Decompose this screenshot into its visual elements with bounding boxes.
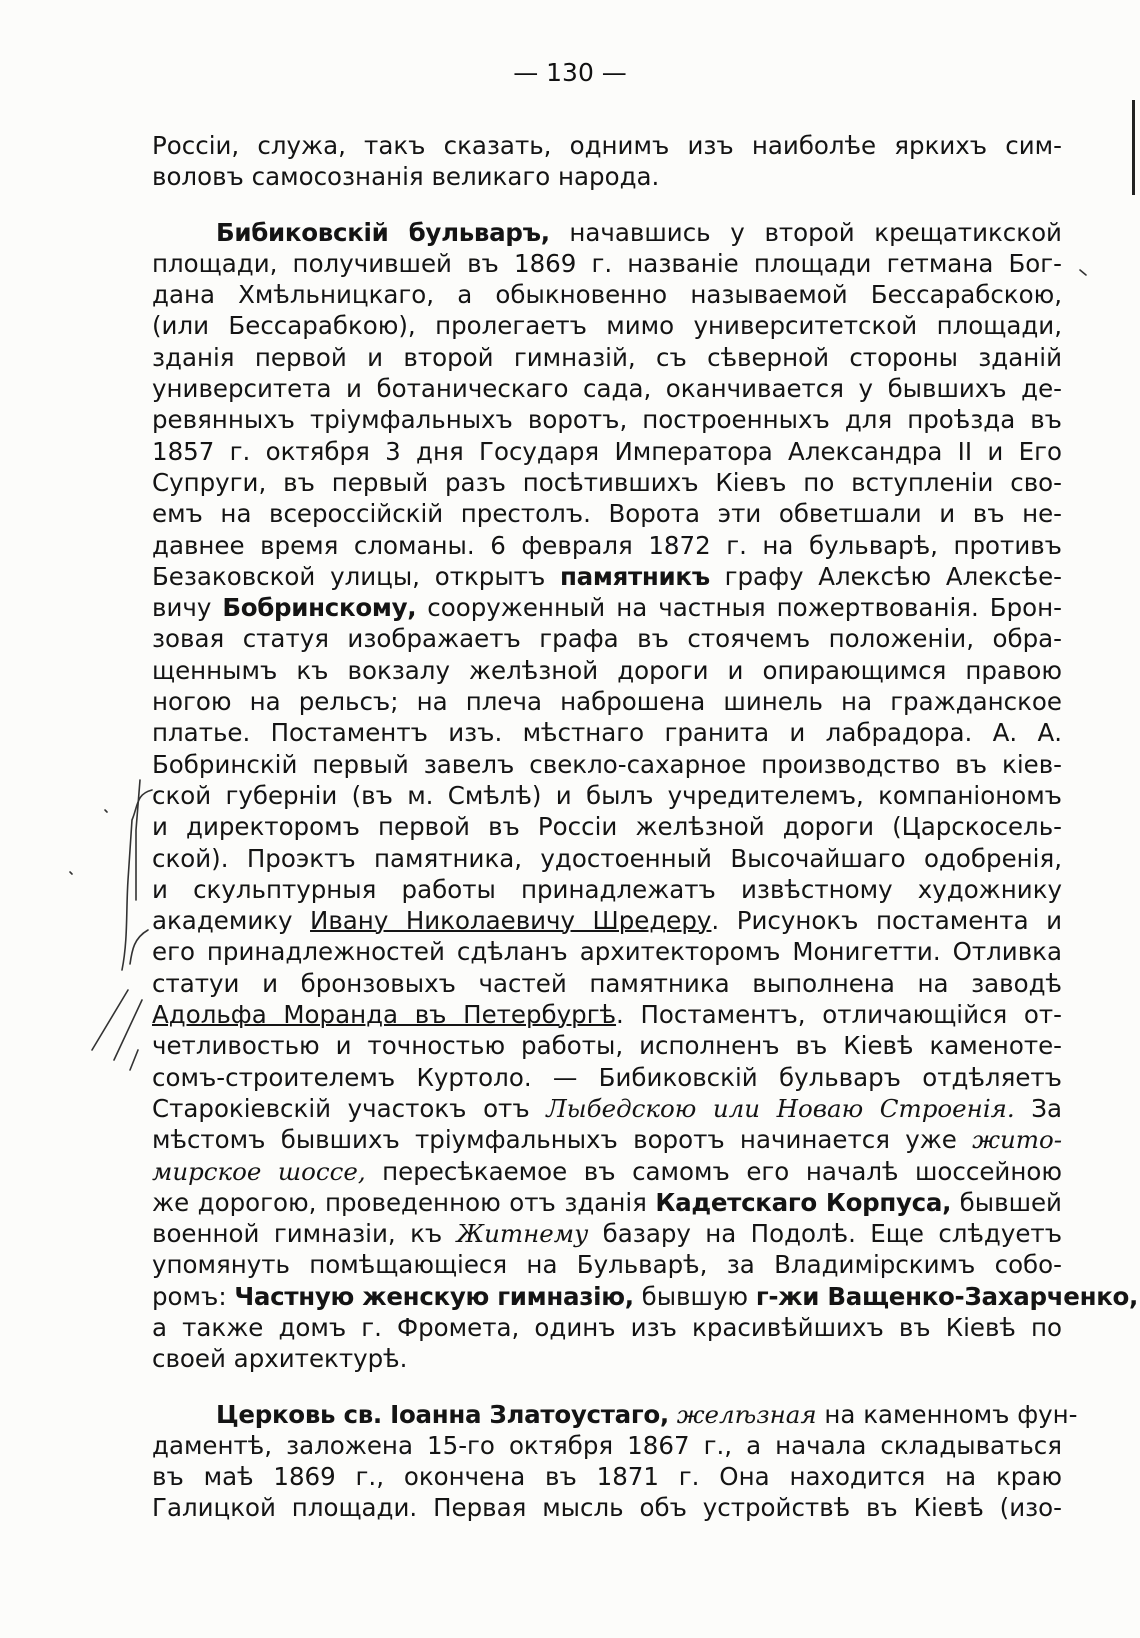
text-line: своей архитектурѣ. (152, 1344, 408, 1374)
text-line (152, 217, 1062, 248)
text-line: Россіи, служа, такъ сказать, однимъ изъ наиболѣе яркихъ сим- (152, 131, 1062, 160)
margin-dot-mark (105, 810, 107, 812)
underlined-name-shreder: Ивану Николаевичу Шредеру (310, 906, 712, 936)
text-line: емъ на всероссійскій престолъ. Ворота эти обветшали и въ не- (152, 499, 1062, 529)
italic-term-zhytomyr: жито- (972, 1125, 1062, 1155)
margin-dot-mark (70, 872, 72, 874)
text-line: дана Хмѣльницкаго, а обыкновенно называемой Бессарабскою, (152, 280, 1062, 310)
text-line (152, 1124, 1062, 1155)
heading-bibikov-boulevard: Бибиковскій бульваръ, (216, 217, 550, 247)
margin-slash-mark (114, 1000, 142, 1060)
heading-church: Церковь св. Іоанна Златоустаго, (216, 1399, 669, 1429)
text-line: щеннымъ къ вокзалу желѣзной дороги и опирающимся правою (152, 655, 1062, 685)
text-run: на каменномъ фун- (816, 1399, 1078, 1429)
margin-slash-mark (92, 990, 128, 1050)
text-line: (или Бессарабкою), пролегаетъ мимо университетской площади, (152, 311, 1062, 341)
text-run: вичу (152, 593, 223, 623)
text-line (152, 1093, 1062, 1124)
text-line: Галицкой площади. Первая мысль объ устройствѣ въ Кіевѣ (изо- (152, 1493, 1062, 1523)
text-run: сооруженный на частныя пожертвованія. Брон- (416, 593, 1063, 623)
margin-rule (1132, 100, 1135, 195)
text-line: площади, получившей въ 1869 г. названіе площади гетмана Бог- (152, 248, 1062, 278)
text-line (152, 1281, 1139, 1312)
text-line (152, 1218, 1062, 1249)
text-run: ромъ: (152, 1281, 235, 1311)
text-line: платье. Постаментъ изъ. мѣстнаго гранита и лабрадора. А. А. (152, 718, 1062, 748)
italic-term-iron: желѣзная (668, 1399, 817, 1429)
margin-bracket-mark (122, 790, 152, 970)
text-run: же дорогою, проведенною отъ зданія (152, 1187, 656, 1217)
text-run: . Постаментъ, отличающійся от- (616, 1000, 1062, 1030)
text-line: ской). Проэктъ памятника, удостоенный Высочайшаго одобренія, (152, 843, 1062, 873)
text-line: а также домъ г. Фромета, одинъ изъ красивѣйшихъ въ Кіевѣ по (152, 1312, 1062, 1342)
text-line: зданія первой и второй гимназій, съ сѣверной стороны зданій (152, 342, 1062, 372)
text-line: Супруги, въ первый разъ посѣтившихъ Кіевъ по вступленіи сво- (152, 467, 1062, 497)
text-run: графу Алексѣю Алексѣе- (709, 561, 1062, 591)
text-run: бывшую (633, 1281, 756, 1311)
text-line (152, 592, 1062, 623)
text-run: . Рисунокъ постамента и (711, 906, 1063, 936)
text-line: Бобринскій первый завелъ свекло-сахарное производство въ кіев- (152, 749, 1062, 779)
underlined-name-morand: Адольфа Моранда въ Петербургѣ (152, 1000, 617, 1030)
text-line: зовая статуя изображаетъ графа въ стоячемъ положеніи, обра- (152, 624, 1062, 654)
text-line: университета и ботаническаго сада, оканчивается у бывшихъ де- (152, 374, 1062, 404)
paragraph-church (152, 1399, 1078, 1524)
text-line: сомъ-строителемъ Куртоло. — Бибиковскій бульваръ отдѣляетъ (152, 1062, 1062, 1092)
text-line: статуи и бронзовыхъ частей памятника выполнена на заводѣ (152, 968, 1062, 998)
text-line (152, 1156, 1062, 1187)
page-number: — 130 — (513, 58, 627, 87)
bold-term-bobrinsky: Бобринскому, (222, 593, 417, 623)
text-run: бывшей (951, 1187, 1062, 1217)
text-run: мѣстомъ бывшихъ тріумфальныхъ воротъ начинается уже (152, 1125, 973, 1155)
text-line (152, 1187, 1062, 1218)
text-line (152, 999, 1062, 1030)
text-line: его принадлежностей сдѣланъ архитекторомъ Монигетти. Отливка (152, 937, 1062, 967)
text-run: Старокіевскій участокъ отъ (152, 1093, 547, 1123)
italic-term-zhytniy: Житнему (456, 1219, 589, 1249)
margin-bracket-mark (130, 930, 148, 964)
text-line: и скульптурныя работы принадлежатъ извѣстному художнику (152, 874, 1062, 904)
text-line: ревянныхъ тріумфальныхъ воротъ, построенныхъ для проѣзда въ (152, 405, 1062, 435)
text-run: начавшись у второй крещатикской (549, 217, 1062, 247)
text-line: 1857 г. октября 3 дня Государя Императора Александра II и Его (152, 436, 1062, 466)
paragraph-continuation (152, 130, 1062, 193)
bold-term-gymnasium: Частную женскую гимназію, (234, 1281, 634, 1311)
text-line (152, 1399, 1078, 1430)
text-run: военной гимназіи, къ (152, 1219, 457, 1249)
text-line: давнее время сломаны. 6 февраля 1872 г. на бульварѣ, противъ (152, 530, 1062, 560)
bold-term-monument: памятникъ (560, 561, 710, 591)
text-run: академику (152, 906, 311, 936)
margin-dot-mark (1080, 270, 1086, 275)
text-line: и директоромъ первой въ Россіи желѣзной дороги (Царскосель- (152, 812, 1062, 842)
text-line: въ маѣ 1869 г., окончена въ 1871 г. Она находится на краю (152, 1462, 1062, 1492)
text-line (152, 905, 1062, 936)
text-line: воловъ самосознанія великаго народа. (152, 162, 660, 192)
bold-term-vashchenko: г-жи Ващенко-Захарченко, (755, 1281, 1139, 1311)
text-run: За (1014, 1093, 1062, 1123)
bold-term-cadet-corps: Кадетскаго Корпуса, (655, 1187, 952, 1217)
margin-bracket-mark (136, 780, 140, 900)
text-line: даментѣ, заложена 15-го октября 1867 г., а начала складываться (152, 1430, 1062, 1460)
text-run: базару на Подолѣ. Еще слѣдуетъ (588, 1219, 1063, 1249)
text-line (152, 561, 1062, 592)
italic-term-lybed: Лыбедскою или Новаю Строенія. (546, 1093, 1015, 1123)
text-line: ногою на рельсъ; на плеча наброшена шинель на гражданское (152, 687, 1062, 717)
text-run: пересѣкаемое въ самомъ его началѣ шоссейною (365, 1156, 1062, 1186)
page-text (152, 130, 1139, 1524)
text-line: упомянуть помѣщающіеся на Бульварѣ, за Владимірскимъ собо- (152, 1250, 1062, 1280)
text-line: четливостью и точностью работы, исполненъ въ Кіевѣ каменоте- (152, 1031, 1062, 1061)
italic-term-highway: мирское шоссе, (152, 1156, 366, 1186)
text-line: ской губерніи (въ м. Смѣлѣ) и былъ учредителемъ, компаніономъ (152, 780, 1062, 810)
paragraph-bibikov-boulevard (152, 217, 1139, 1375)
text-run: Безаковской улицы, открытъ (152, 561, 561, 591)
margin-slash-mark (130, 1050, 138, 1070)
